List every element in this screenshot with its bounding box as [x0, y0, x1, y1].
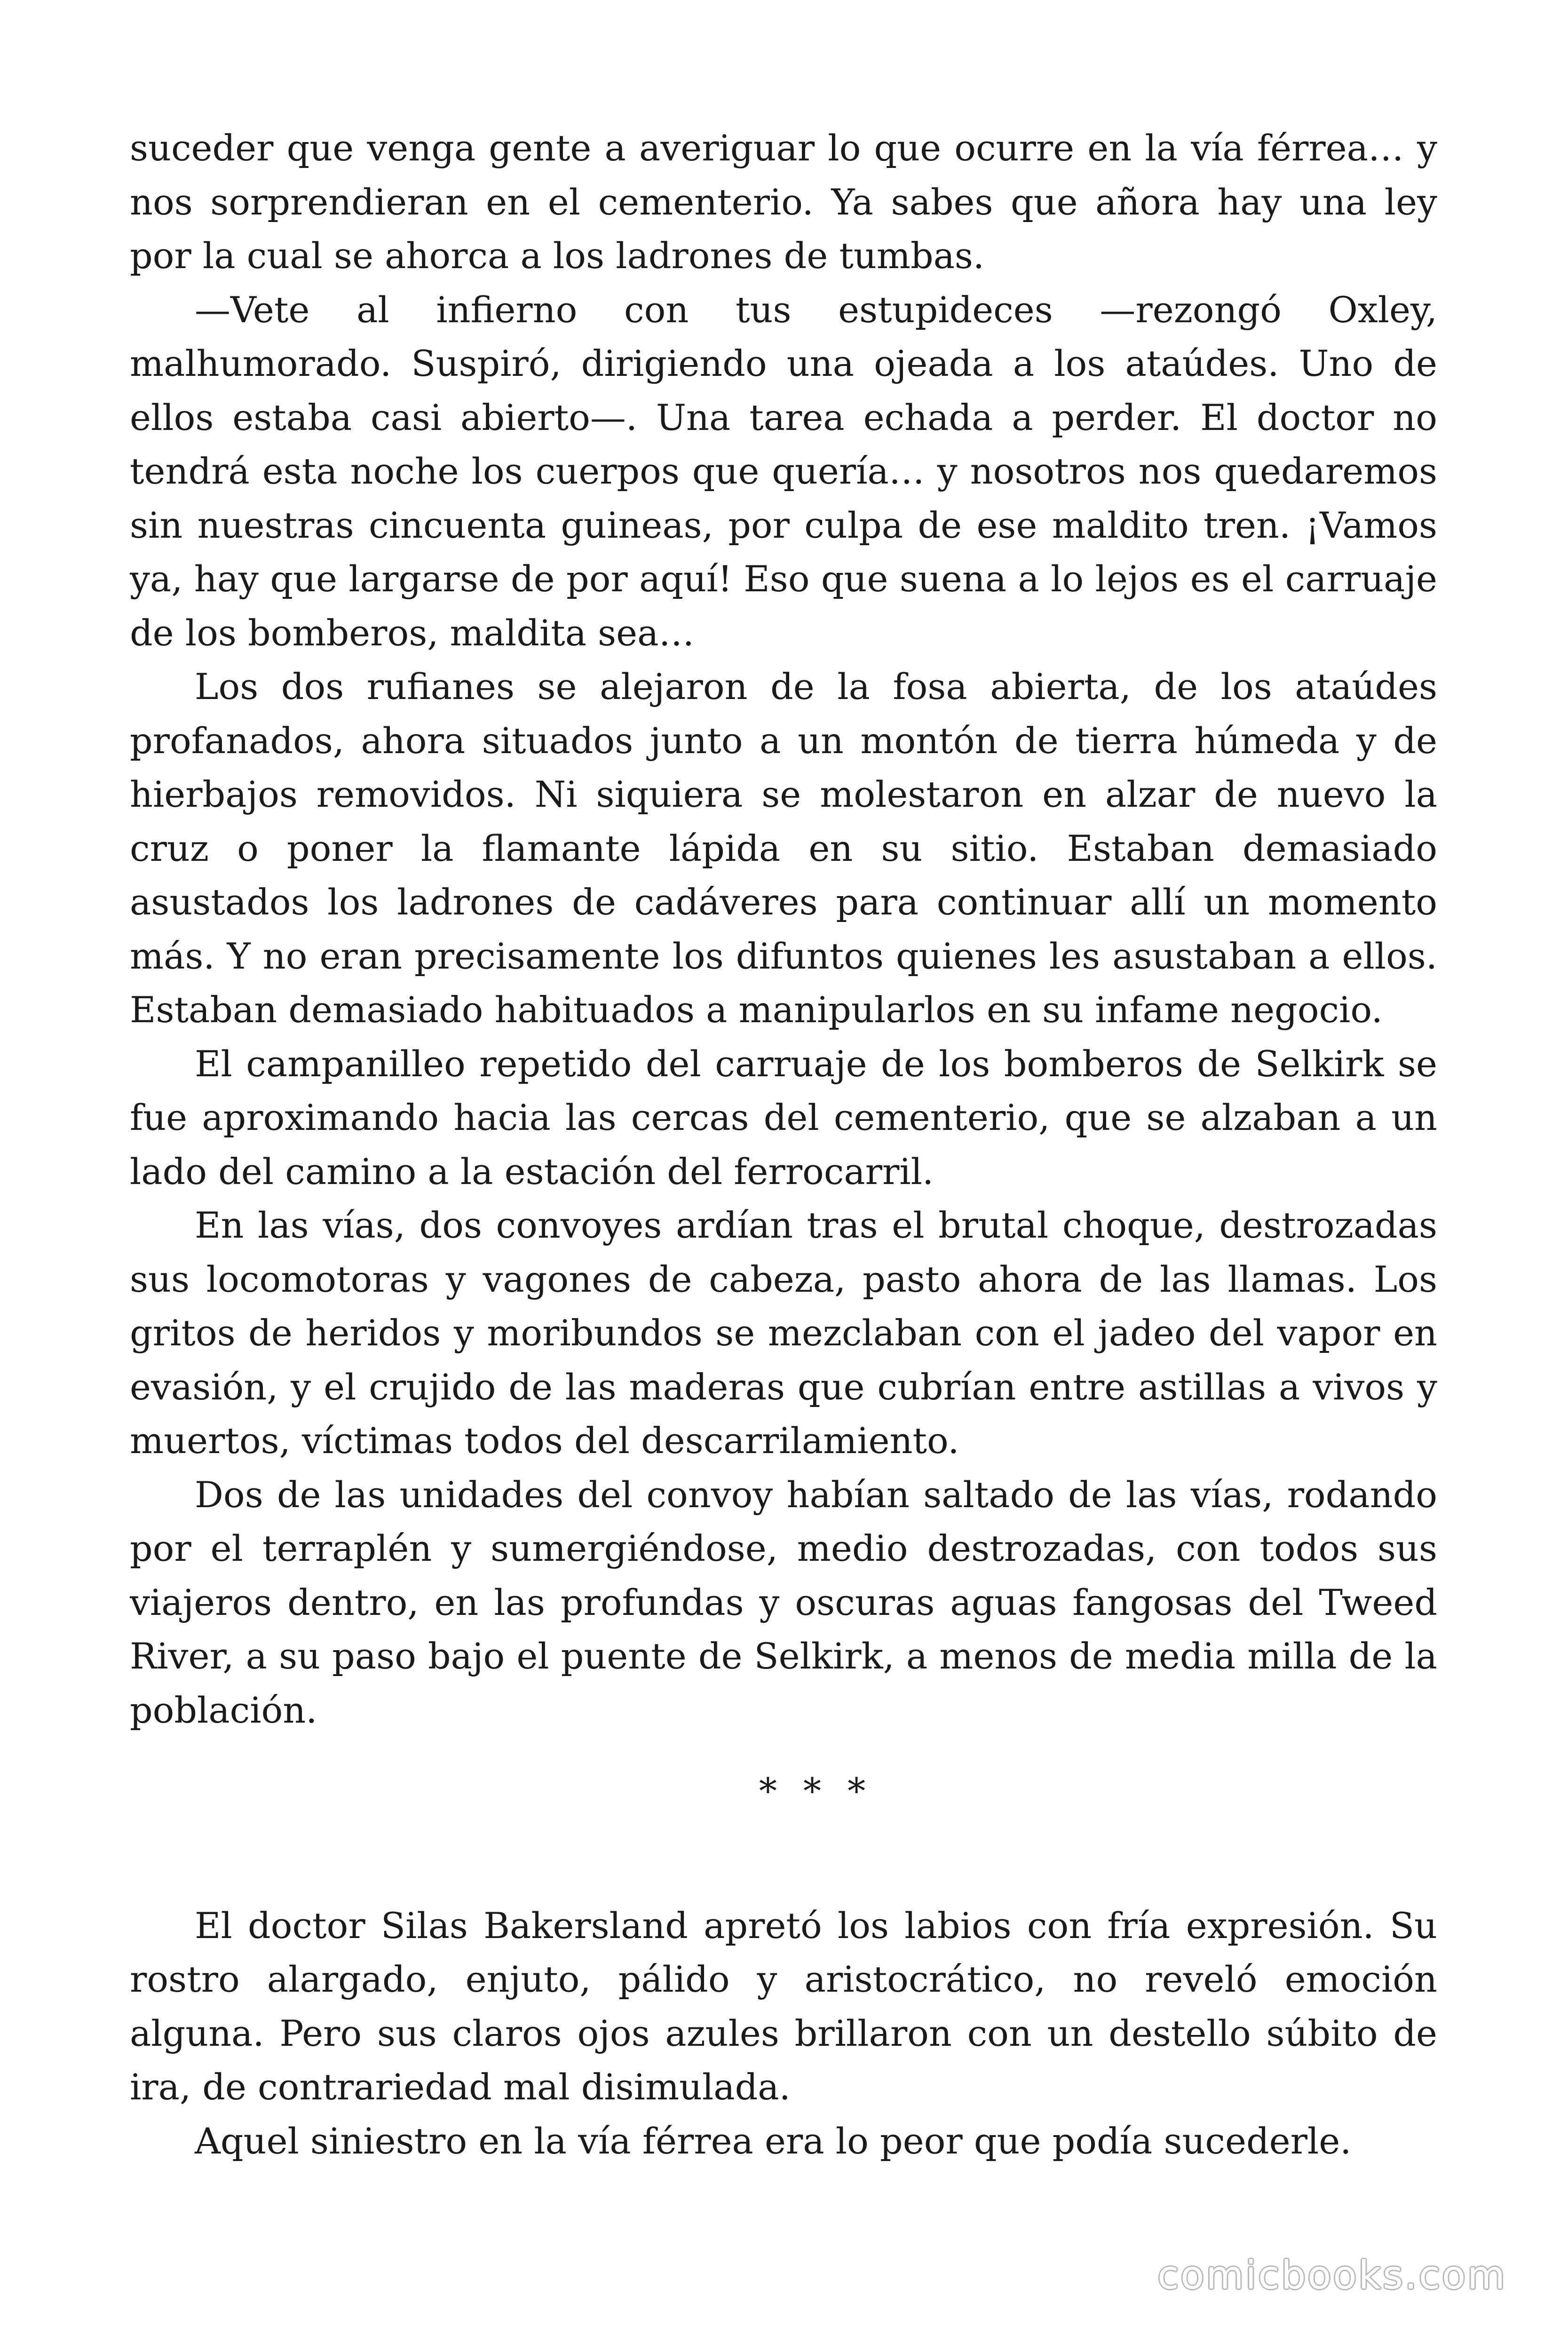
paragraph-doctor: El doctor Silas Bakersland apretó los labios con fría expresión. Su rostro alargado, enjuto, pálido y aristocrático, no reveló emoción alguna. Pero sus claros ojos azules brillaron con un destello súbito de ira, de contrariedad mal disimulada. — [130, 1904, 1437, 2108]
paragraph-unidades: Dos de las unidades del convoy habían saltado de las vías, rodando por el terraplén y sumergiéndose, medio destrozadas, con todos sus viajeros dentro, en las profundas y oscuras aguas fangosas del Tweed River, a su paso bajo el puente de Selkirk, a menos de media milla de la población. — [130, 1473, 1437, 1731]
section-separator: * * * — [759, 1770, 873, 1812]
paragraph-oxley-dialogue: —Vete al infierno con tus estupideces —rezongó Oxley, malhumorado. Suspiró, dirigiendo una ojeada a los ataúdes. Uno de ellos estaba casi abierto—. Una tarea echada a perder. El doctor no tendrá esta noche los cuerpos que quería… y nosotros nos quedaremos sin nuestras cincuenta guineas, por culpa de ese maldito tren. ¡Vamos ya, hay que largarse de por aquí! Eso que suena a lo lejos es el carruaje de los bomberos, maldita sea… — [130, 288, 1437, 654]
paragraph-siniestro: Aquel siniestro en la vía férrea era lo peor que podía sucederle. — [195, 2120, 1352, 2162]
paragraph-rufianes: Los dos rufianes se alejaron de la fosa abierta, de los ataúdes profanados, ahora situados junto a un montón de tierra húmeda y de hierbajos removidos. Ni siquiera se molestaron en alzar de nuevo la cruz o poner la flamante lápida en su sitio. Estaban demasiado asustados los ladrones de cadáveres para continuar allí un momento más. Y no eran precisamente los difuntos quienes les asustaban a ellos. Estaban demasiado habituados a manipularlos en su infame negocio. — [130, 666, 1437, 1031]
paragraph-campanilleo: El campanilleo repetido del carruaje de los bomberos de Selkirk se fue aproximando hacia las cercas del cementerio, que se alzaban a un lado del camino a la estación del ferrocarril. — [130, 1042, 1437, 1192]
watermark-logo: comicbooks.com — [1157, 2253, 1507, 2298]
paragraph-continuation: suceder que venga gente a averiguar lo que ocurre en la vía férrea… y nos sorprendieran en el cementerio. Ya sabes que añora hay una ley por la cual se ahorca a los ladrones de tumbas. — [130, 127, 1437, 277]
paragraph-convoyes: En las vías, dos convoyes ardían tras el brutal choque, destrozadas sus locomotoras y vagones de cabeza, pasto ahora de las llamas. Los gritos de heridos y moribundos se mezclaban con el jadeo del vapor en evasión, y el crujido de las maderas que cubrían entre astillas a vivos y muertos, víctimas todos del descarrilamiento. — [130, 1204, 1437, 1462]
body-text — [130, 121, 1437, 2168]
